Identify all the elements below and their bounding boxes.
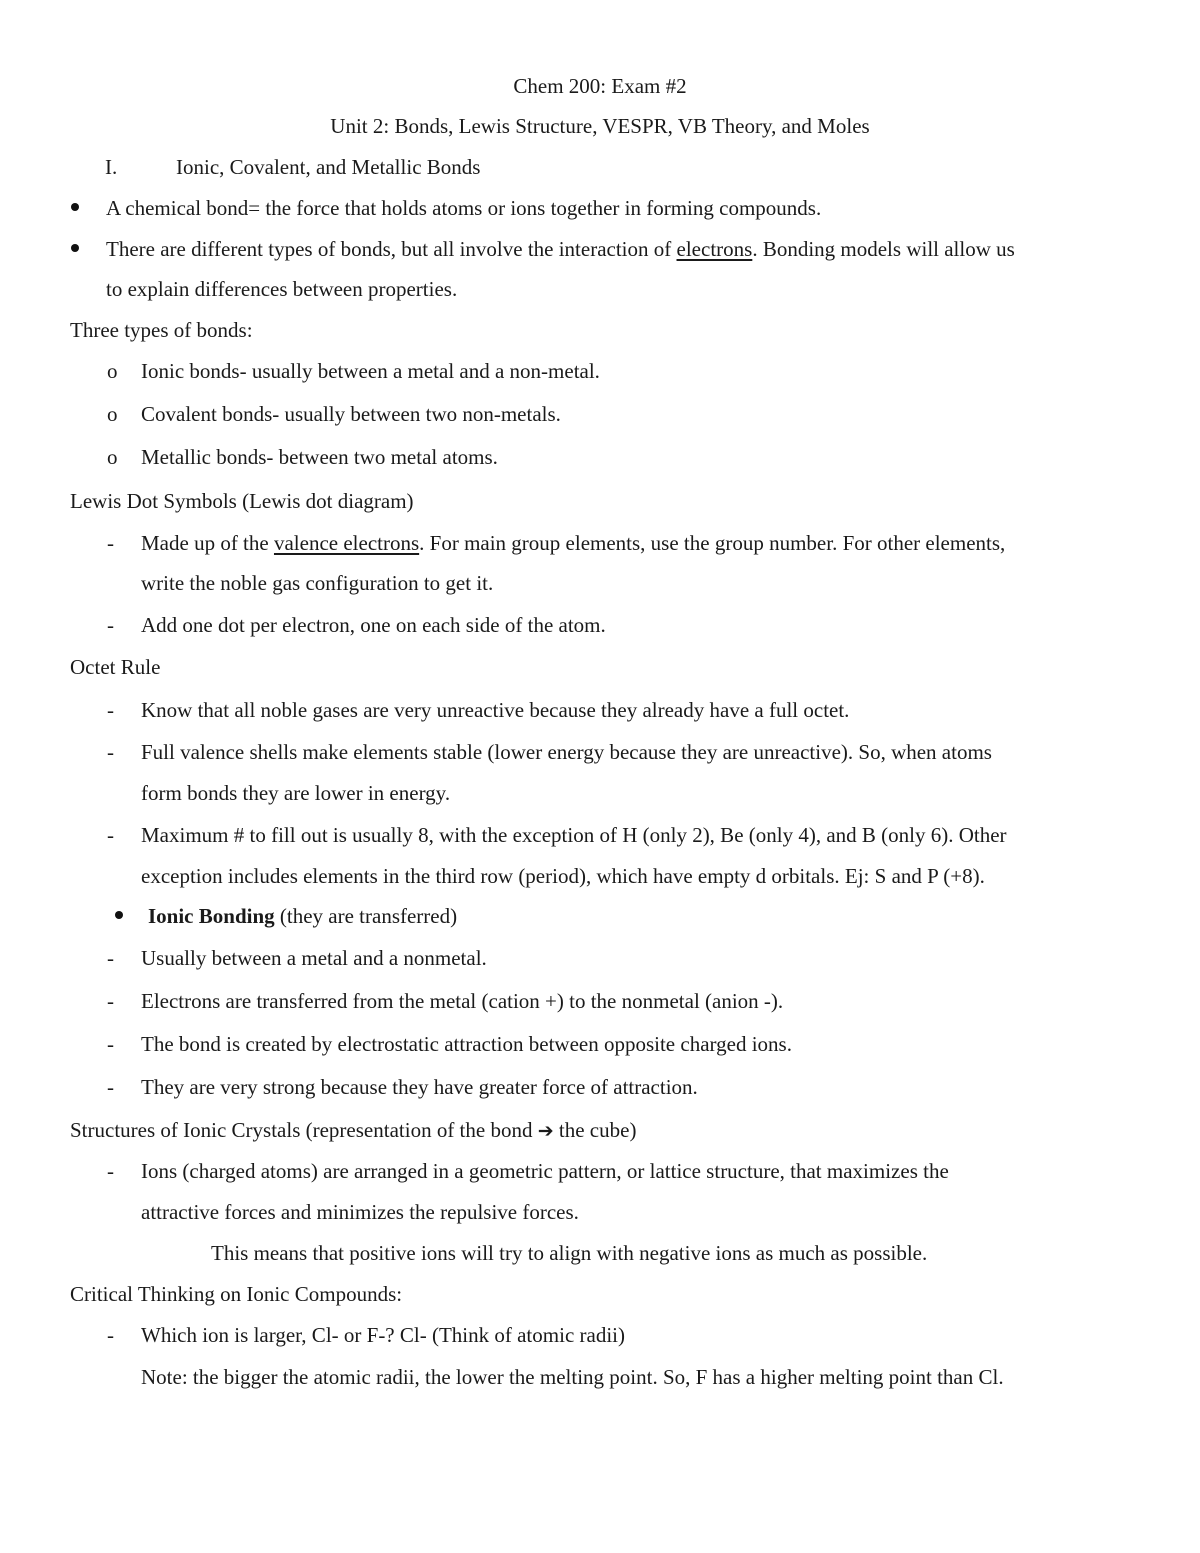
circle-marker-icon: o: [107, 359, 118, 383]
section-numeral: I.: [105, 155, 118, 179]
ionic-heading: Ionic Bonding (they are transferred): [148, 904, 458, 928]
list-item: Know that all noble gases are very unreactive because they already have a full octet.: [141, 698, 850, 722]
dash-marker: -: [107, 946, 114, 970]
bullet-text: There are different types of bonds, but all involve the interaction of electrons. Bonding models will allow us: [106, 237, 1015, 261]
dash-marker: -: [107, 740, 114, 764]
dash-marker: -: [107, 531, 114, 555]
section-heading: Ionic, Covalent, and Metallic Bonds: [176, 155, 481, 179]
lewis-heading: Lewis Dot Symbols (Lewis dot diagram): [70, 489, 414, 513]
dash-marker: -: [107, 1032, 114, 1056]
dash-marker: -: [107, 1075, 114, 1099]
list-item: Ionic bonds- usually between a metal and a non-metal.: [141, 359, 600, 383]
circle-marker-icon: o: [107, 402, 118, 426]
page-title: Chem 200: Exam #2: [513, 74, 687, 98]
bullet-icon: [71, 203, 79, 211]
list-item: Electrons are transferred from the metal (cation +) to the nonmetal (anion -).: [141, 989, 784, 1013]
octet-heading: Octet Rule: [70, 655, 161, 679]
underlined-term: valence electrons: [273, 531, 420, 555]
list-item-continuation: write the noble gas configuration to get it.: [141, 571, 494, 595]
bullet-icon: [115, 911, 123, 919]
dash-marker: -: [107, 989, 114, 1013]
note-text: Note: the bigger the atomic radii, the lower the melting point. So, F has a higher melting point than Cl.: [141, 1365, 1004, 1389]
list-item: They are very strong because they have greater force of attraction.: [141, 1075, 698, 1099]
circle-marker-icon: o: [107, 445, 118, 469]
list-item: Covalent bonds- usually between two non-metals.: [141, 402, 561, 426]
types-heading: Three types of bonds:: [70, 318, 253, 342]
underlined-term: electrons: [676, 237, 753, 261]
bullet-text: A chemical bond= the force that holds atoms or ions together in forming compounds.: [106, 196, 822, 220]
bullet-continuation: to explain differences between properties.: [106, 277, 458, 301]
list-item: Metallic bonds- between two metal atoms.: [141, 445, 498, 469]
list-item: Which ion is larger, Cl- or F-? Cl- (Think of atomic radii): [141, 1323, 625, 1347]
dash-marker: -: [107, 698, 114, 722]
dash-marker: -: [107, 1159, 114, 1183]
critical-heading: Critical Thinking on Ionic Compounds:: [70, 1282, 403, 1306]
indented-note: This means that positive ions will try to align with negative ions as much as possible.: [211, 1241, 928, 1265]
list-item: Ions (charged atoms) are arranged in a geometric pattern, or lattice structure, that maximizes the: [141, 1159, 949, 1183]
list-item-continuation: attractive forces and minimizes the repulsive forces.: [141, 1200, 579, 1224]
list-item: Add one dot per electron, one on each side of the atom.: [141, 613, 606, 637]
dash-marker: -: [107, 823, 114, 847]
dash-marker: -: [107, 613, 114, 637]
list-item: Maximum # to fill out is usually 8, with the exception of H (only 2), Be (only 4), and B (only 6). Other: [141, 823, 1007, 847]
list-item-continuation: exception includes elements in the third row (period), which have empty d orbitals. Ej: S and P (+8).: [141, 864, 985, 888]
list-item: Full valence shells make elements stable (lower energy because they are unreactive). So, when atoms: [141, 740, 992, 764]
dash-marker: -: [107, 1323, 114, 1347]
list-item-continuation: form bonds they are lower in energy.: [141, 781, 451, 805]
crystals-heading: Structures of Ionic Crystals (representation of the bond ➔ the cube): [70, 1118, 637, 1142]
page-subtitle: Unit 2: Bonds, Lewis Structure, VESPR, VB Theory, and Moles: [330, 114, 870, 138]
right-arrow-icon: ➔: [537, 1120, 554, 1142]
list-item: The bond is created by electrostatic attraction between opposite charged ions.: [141, 1032, 792, 1056]
list-item: Usually between a metal and a nonmetal.: [141, 946, 487, 970]
bullet-icon: [71, 244, 79, 252]
list-item: Made up of the valence electrons. For main group elements, use the group number. For other elements,: [141, 531, 1006, 555]
